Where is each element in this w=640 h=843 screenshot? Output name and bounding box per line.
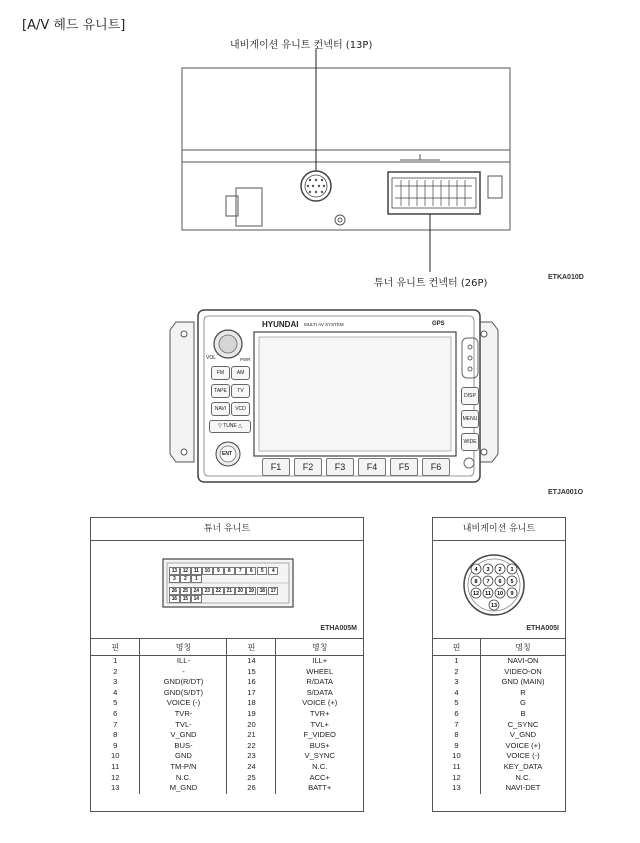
connector-pin-label: 26 — [169, 587, 180, 595]
connector-pin-label: 6 — [246, 567, 257, 575]
connector-pin-label: 5 — [510, 579, 514, 585]
connector-pin-label: 9 — [213, 567, 224, 575]
pin-name: G — [481, 698, 565, 709]
table-row — [433, 783, 565, 794]
pin-number: 1 — [454, 656, 459, 665]
table-row — [91, 773, 363, 784]
connector-pin-label: 4 — [474, 567, 478, 573]
fm-button[interactable]: FM — [211, 366, 230, 380]
pin-name: TVR+ — [276, 709, 363, 720]
connector-pin-label: 17 — [268, 587, 279, 595]
brand-subtitle: MULTI AV SYSTEM — [304, 322, 344, 327]
connector-pin-label: 12 — [180, 567, 191, 575]
navi-figure-code: ETHA005I — [526, 625, 559, 632]
tuner-top-pins — [169, 567, 287, 583]
table-row — [91, 783, 363, 794]
pin-name: - — [140, 667, 227, 678]
wide-button[interactable]: WIDE — [461, 433, 479, 451]
pin-number: 18 — [227, 698, 276, 709]
connector-pin-label: 14 — [191, 595, 202, 603]
pin-name: N.C. — [481, 773, 565, 784]
connector-pin-label: 13 — [490, 603, 498, 609]
pin-number: 22 — [227, 741, 276, 752]
pin-number: 12 — [111, 772, 120, 782]
pin-name: BUS+ — [276, 741, 363, 752]
pin-number: 8 — [113, 730, 118, 740]
pin-name: F_VIDEO — [276, 730, 363, 741]
table-row — [433, 677, 565, 688]
pin-name: ILL+ — [276, 656, 363, 667]
navi-table-title: 내비게이션 유니트 — [433, 518, 565, 541]
pin-name: TM-P/N — [140, 762, 227, 773]
connector-pin-label: 3 — [486, 567, 490, 573]
pin-name: S/DATA — [276, 688, 363, 699]
navi-pin-list — [433, 639, 565, 794]
connector-pin-label: 6 — [498, 579, 502, 585]
f1-key[interactable]: F1 — [262, 458, 290, 476]
table-row — [91, 667, 363, 678]
pin-number: 9 — [454, 740, 459, 750]
vol-label: VOL — [206, 355, 217, 361]
table-row — [91, 751, 363, 762]
connector-pin-label: 3 — [169, 575, 180, 583]
pin-name: TVR- — [140, 709, 227, 720]
pin-number: 2 — [454, 666, 459, 676]
vcd-button[interactable]: VCD — [231, 402, 250, 416]
pin-name: GND — [140, 751, 227, 762]
pin-name: TVL- — [140, 720, 227, 731]
pin-number: 10 — [111, 751, 120, 761]
connector-pin-label: 10 — [496, 591, 504, 597]
brand-logo: HYUNDAI — [262, 320, 299, 329]
pin-number: 3 — [454, 677, 459, 687]
table-row — [91, 688, 363, 699]
tuner-figure-code: ETHA005M — [320, 625, 357, 632]
connector-pin-label: 12 — [472, 591, 480, 597]
pin-name: GND(S/DT) — [140, 688, 227, 699]
table-row — [91, 677, 363, 688]
table-row — [433, 688, 565, 699]
connector-pin-label: 24 — [191, 587, 202, 595]
pin-number: 23 — [227, 751, 276, 762]
table-row — [433, 656, 565, 667]
connector-pin-label: 11 — [485, 591, 491, 597]
pin-number: 5 — [113, 698, 118, 708]
pin-number: 4 — [454, 687, 459, 697]
navi-button[interactable]: NAVI — [211, 402, 230, 416]
pin-number: 17 — [227, 688, 276, 699]
pin-number: 21 — [227, 730, 276, 741]
navi-col-name: 명칭 — [481, 639, 565, 656]
pin-name: VOICE (+) — [481, 741, 565, 752]
table-row — [91, 709, 363, 720]
pin-name: B — [481, 709, 565, 720]
table-row — [433, 773, 565, 784]
f3-key[interactable]: F3 — [326, 458, 354, 476]
tuner-pin-list — [91, 639, 363, 794]
table-row — [91, 656, 363, 667]
pin-number: 12 — [452, 772, 461, 782]
table-row — [91, 730, 363, 741]
navi-col-pin: 핀 — [433, 639, 481, 656]
tape-button[interactable]: TAPE — [211, 384, 230, 398]
table-row — [433, 709, 565, 720]
connector-pin-label: 1 — [510, 567, 514, 573]
ent-button[interactable]: ENT — [222, 451, 232, 457]
pin-name: NAVI-ON — [481, 656, 565, 667]
tune-button[interactable]: ▽ TUNE △ — [209, 420, 251, 433]
pin-number: 25 — [227, 773, 276, 784]
tuner-connector-figure — [91, 541, 363, 639]
navi-connector-label: 내비게이션 유니트 컨넥터 (13P) — [230, 40, 373, 51]
connector-pin-label: 22 — [213, 587, 224, 595]
navi-connector-figure — [433, 541, 565, 639]
pin-number: 11 — [111, 761, 120, 771]
connector-pin-label: 25 — [180, 587, 191, 595]
tuner-bottom-pins — [169, 588, 279, 602]
connector-pin-label: 7 — [235, 567, 246, 575]
pin-name: N.C. — [140, 773, 227, 784]
pin-number: 11 — [452, 761, 461, 771]
pin-number: 1 — [113, 656, 118, 665]
pin-number: 3 — [113, 677, 118, 687]
pin-name: R/DATA — [276, 677, 363, 688]
pin-name: VOICE (-) — [140, 698, 227, 709]
pin-name: N.C. — [276, 762, 363, 773]
table-row — [91, 762, 363, 773]
menu-button[interactable]: MENU — [461, 410, 479, 428]
pin-name: V_GND — [140, 730, 227, 741]
connector-pin-label: 20 — [235, 587, 246, 595]
table-row — [433, 730, 565, 741]
disp-button[interactable]: DISP — [461, 387, 479, 405]
navi-connector-13p — [301, 171, 331, 201]
connector-pin-label: 21 — [224, 587, 235, 595]
pin-number: 13 — [452, 783, 461, 793]
table-row — [433, 741, 565, 752]
pin-name: KEY_DATA — [481, 762, 565, 773]
connector-pin-label: 13 — [169, 567, 180, 575]
connector-pin-label: 1 — [191, 575, 202, 583]
rear-figure-code: ETKA010D — [548, 274, 584, 281]
navi-pin-table — [432, 517, 566, 812]
connector-pin-label: 8 — [224, 567, 235, 575]
pin-name: V_SYNC — [276, 751, 363, 762]
pin-name: VOICE (+) — [276, 698, 363, 709]
connector-pin-label: 11 — [191, 567, 202, 575]
pin-name: BATT+ — [276, 783, 363, 794]
pin-name: M_GND — [140, 783, 227, 794]
table-row — [91, 720, 363, 731]
tuner-connector-label: 튜너 유니트 컨넥터 (26P) — [374, 278, 488, 289]
table-row — [433, 698, 565, 709]
connector-pin-label: 9 — [510, 591, 514, 597]
pin-name: GND(R/DT) — [140, 677, 227, 688]
pin-name: BUS- — [140, 741, 227, 752]
f2-key[interactable]: F2 — [294, 458, 322, 476]
connector-pin-label: 23 — [202, 587, 213, 595]
pin-number: 2 — [113, 666, 118, 676]
connector-pin-label: 2 — [180, 575, 191, 583]
pin-name: V_GND — [481, 730, 565, 741]
pin-number: 6 — [113, 708, 118, 718]
pin-name: C_SYNC — [481, 720, 565, 731]
pin-name: VOICE (-) — [481, 751, 565, 762]
gps-label: GPS — [432, 321, 445, 327]
pin-number: 24 — [227, 762, 276, 773]
f6-key[interactable]: F6 — [422, 458, 450, 476]
pin-number: 26 — [227, 783, 276, 794]
pin-name: NAVI-DET — [481, 783, 565, 794]
pin-name: ACC+ — [276, 773, 363, 784]
pin-number: 16 — [227, 677, 276, 688]
pin-name: TVL+ — [276, 720, 363, 731]
f5-key[interactable]: F5 — [390, 458, 418, 476]
pin-number: 7 — [113, 719, 118, 729]
pin-number: 14 — [227, 656, 276, 667]
connector-pin-label: 19 — [246, 587, 257, 595]
table-row — [91, 698, 363, 709]
tuner-col-name-2: 명칭 — [276, 639, 363, 656]
pin-number: 19 — [227, 709, 276, 720]
tuner-col-name: 명칭 — [140, 639, 227, 656]
pin-name: GND (MAIN) — [481, 677, 565, 688]
pin-number: 5 — [454, 698, 459, 708]
connector-pin-label: 15 — [180, 595, 191, 603]
am-button[interactable]: AM — [231, 366, 250, 380]
tuner-connector-26p — [388, 172, 480, 214]
pin-number: 20 — [227, 720, 276, 731]
pin-number: 13 — [111, 783, 120, 793]
table-row — [433, 762, 565, 773]
pin-number: 4 — [113, 687, 118, 697]
pwr-label: PWR — [240, 357, 251, 362]
table-row — [433, 751, 565, 762]
connector-pin-label: 5 — [257, 567, 268, 575]
tuner-col-pin-2: 핀 — [227, 639, 276, 656]
table-row — [433, 720, 565, 731]
pin-number: 15 — [227, 667, 276, 678]
tuner-pin-table — [90, 517, 364, 812]
f4-key[interactable]: F4 — [358, 458, 386, 476]
tuner-col-pin: 핀 — [91, 639, 140, 656]
tuner-table-title: 튜너 유니트 — [91, 518, 363, 541]
connector-pin-label: 4 — [268, 567, 279, 575]
tv-button[interactable]: TV — [231, 384, 250, 398]
pin-name: ILL- — [140, 656, 227, 667]
connector-pin-label: 7 — [486, 579, 490, 585]
connector-pin-label: 8 — [474, 579, 478, 585]
table-row — [91, 741, 363, 752]
pin-number: 9 — [113, 740, 118, 750]
pin-name: VIDEO-ON — [481, 667, 565, 678]
front-figure-code: ETJA001O — [548, 489, 584, 496]
table-row — [433, 667, 565, 678]
connector-pin-label: 10 — [202, 567, 213, 575]
pin-number: 6 — [454, 708, 459, 718]
pin-number: 10 — [452, 751, 461, 761]
pin-name: WHEEL — [276, 667, 363, 678]
section-header: [A/V 헤드 유니트] — [22, 18, 126, 33]
pin-number: 8 — [454, 730, 459, 740]
pin-name: R — [481, 688, 565, 699]
connector-pin-label: 2 — [498, 567, 502, 573]
pin-number: 7 — [454, 719, 459, 729]
connector-pin-label: 18 — [257, 587, 268, 595]
connector-pin-label: 16 — [169, 595, 180, 603]
